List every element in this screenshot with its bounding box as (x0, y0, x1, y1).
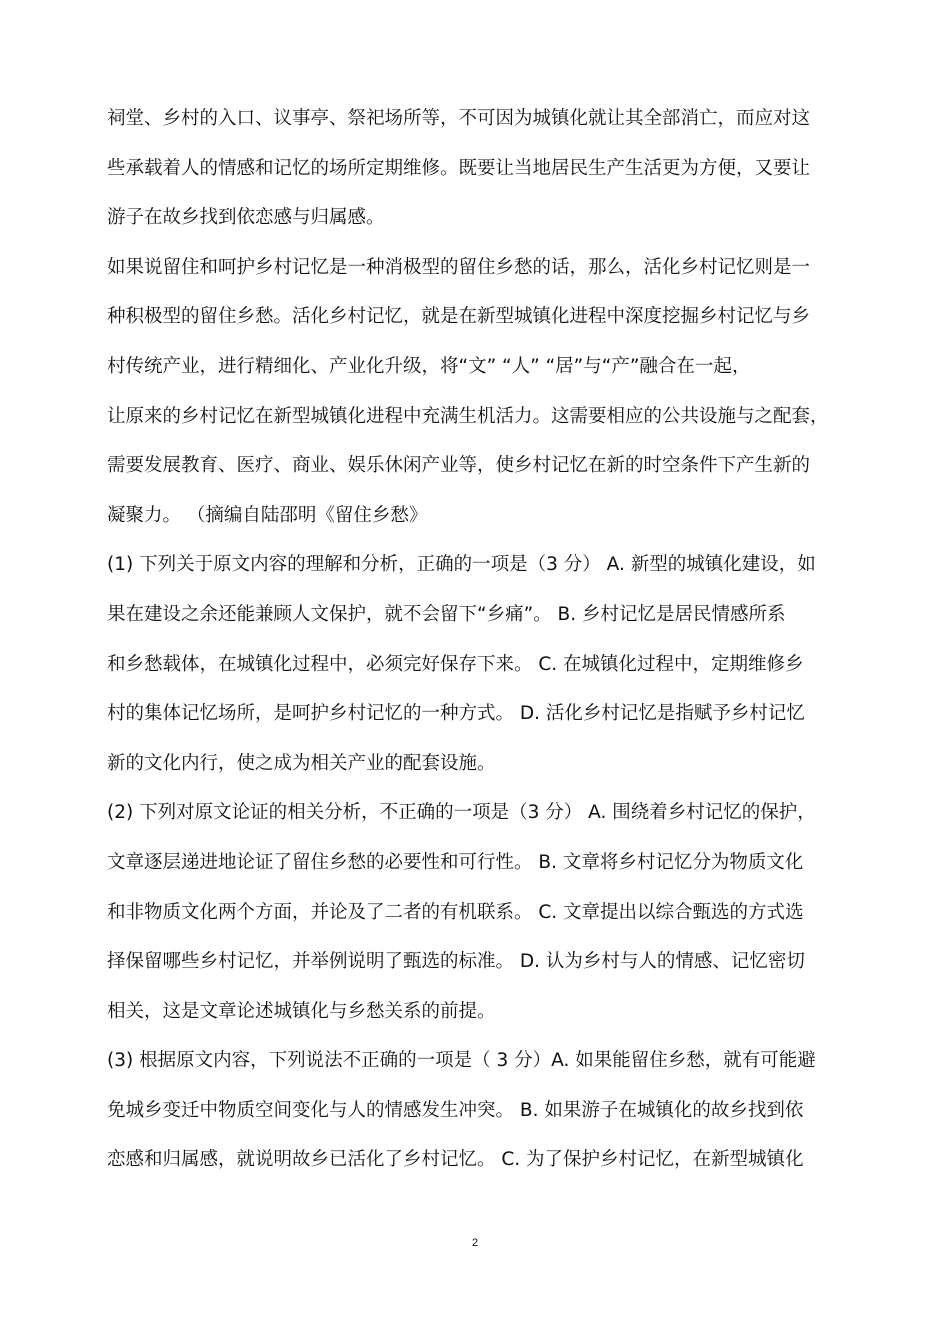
question-2-line: 和非物质文化两个方面，并论及了二者的有机联系。 C. 文章提出以综合甄选的方式选 (107, 901, 804, 923)
text-line: 种积极型的留住乡愁。活化乡村记忆，就是在新型城镇化进程中深度挖掘乡村记忆与乡 (107, 306, 811, 328)
text-line: 凝聚力。 （摘编自陆邵明《留住乡愁》 (107, 504, 428, 526)
question-2-line: 择保留哪些乡村记忆，并举例说明了甄选的标准。 D. 认为乡村与人的情感、记忆密切 (107, 951, 805, 973)
question-1-line: (1) 下列关于原文内容的理解和分析，正确的一项是（3 分） A. 新型的城镇化建设，如 (107, 554, 816, 576)
text-line: 如果说留住和呵护乡村记忆是一种消极型的留住乡愁的话，那么，活化乡村记忆则是一 (107, 256, 811, 278)
text-line: 村传统产业，进行精细化、产业化升级，将“文” “人” “居”与“产”融合在一起， (107, 355, 751, 377)
page-number: 2 (471, 1237, 479, 1249)
question-1-line: 新的文化内行，使之成为相关产业的配套设施。 (107, 752, 496, 774)
question-1-line: 果在建设之余还能兼顾人文保护，就不会留下“乡痛”。 B. 乡村记忆是居民情感所系 (107, 603, 786, 625)
text-line: 些承载着人的情感和记忆的场所定期维修。既要让当地居民生产生活更为方便，又要让 (107, 157, 811, 179)
body-text (107, 98, 847, 1189)
question-3-line: 恋感和归属感，就说明故乡已活化了乡村记忆。 C. 为了保护乡村记忆，在新型城镇化 (107, 1149, 804, 1171)
question-2-line: 相关，这是文章论述城镇化与乡愁关系的前提。 (107, 1000, 496, 1022)
text-line: 需要发展教育、医疗、商业、娱乐休闲产业等，使乡村记忆在新的时空条件下产生新的 (107, 455, 811, 477)
question-3-line: 免城乡变迁中物质空间变化与人的情感发生冲突。 B. 如果游子在城镇化的故乡找到依 (107, 1099, 804, 1121)
question-1-line: 村的集体记忆场所，是呵护乡村记忆的一种方式。 D. 活化乡村记忆是指赋予乡村记忆 (107, 703, 805, 725)
question-3-line: (3) 根据原文内容，下列说法不正确的一项是（ 3 分）A. 如果能留住乡愁，就有可能避 (107, 1050, 816, 1072)
question-2-line: (2) 下列对原文论证的相关分析，不正确的一项是（3 分） A. 围绕着乡村记忆的保护， (107, 802, 816, 824)
text-line: 祠堂、乡村的入口、议事亭、祭祀场所等，不可因为城镇化就让其全部消亡，而应对这 (107, 108, 811, 129)
text-line: 游子在故乡找到依恋感与归属感。 (107, 207, 385, 229)
question-2-line: 文章逐层递进地论证了留住乡愁的必要性和可行性。 B. 文章将乡村记忆分为物质文化 (107, 851, 804, 873)
text-line: 让原来的乡村记忆在新型城镇化进程中充满生机活力。这需要相应的公共设施与之配套， (107, 405, 829, 427)
question-1-line: 和乡愁载体，在城镇化过程中，必须完好保存下来。 C. 在城镇化过程中，定期维修乡 (107, 653, 804, 675)
